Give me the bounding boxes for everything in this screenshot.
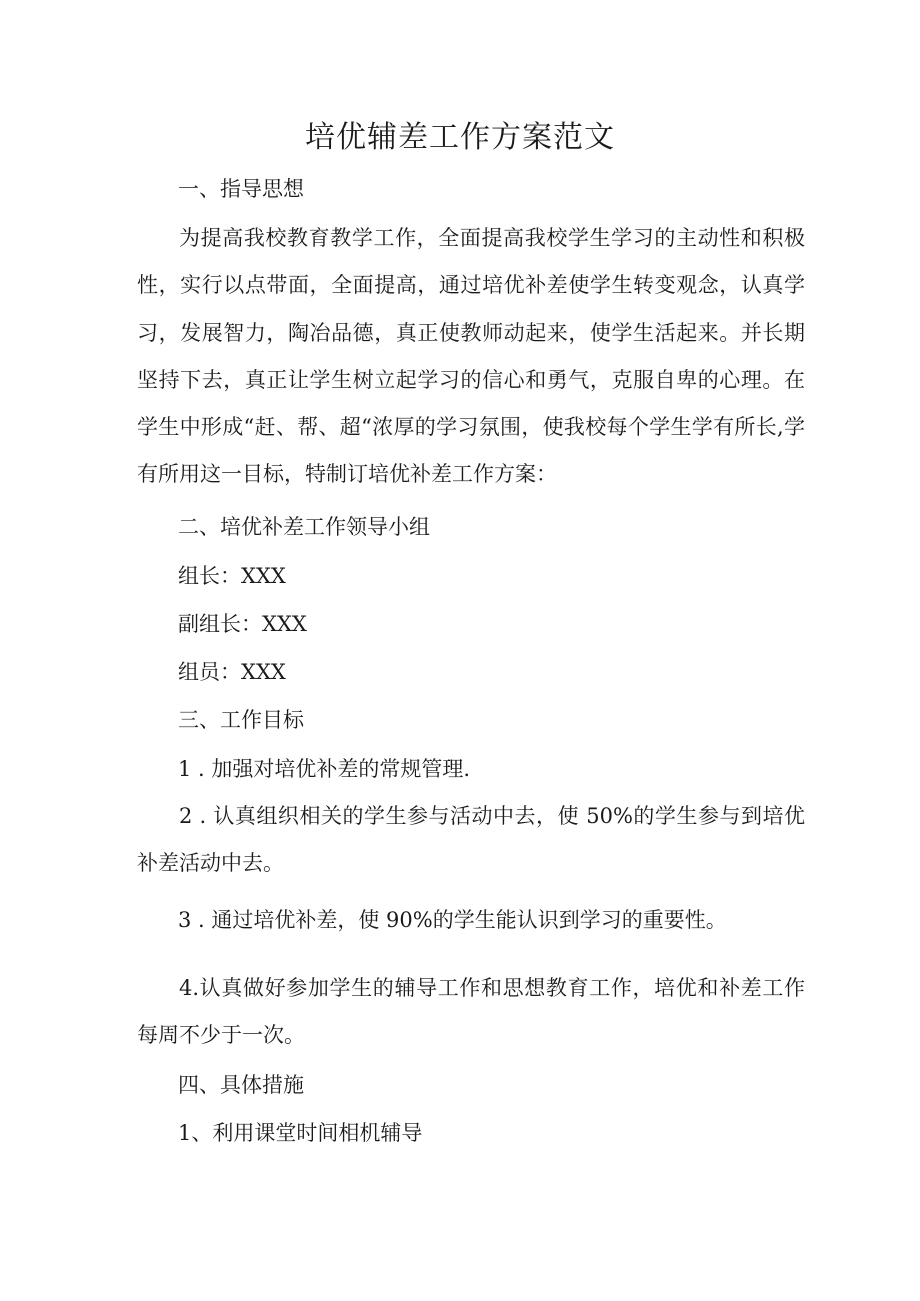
group-vice-leader: 副组长：XXX bbox=[178, 612, 307, 636]
section-heading-work-goals: 三、工作目标 bbox=[178, 708, 304, 732]
goal-item-4: 4.认真做好参加学生的辅导工作和思想教育工作，培优和补差工作每周不少于一次。 bbox=[137, 976, 805, 1048]
group-member: 组员：XXX bbox=[178, 660, 286, 684]
section-heading-measures: 四、具体措施 bbox=[178, 1073, 304, 1097]
goal-item-3: 3 . 通过培优补差，使 90%的学生能认识到学习的重要性。 bbox=[178, 908, 727, 932]
group-leader: 组长：XXX bbox=[178, 564, 286, 588]
goal-item-2: 2 . 认真组织相关的学生参与活动中去，使 50%的学生参与到培优补差活动中去。 bbox=[137, 804, 805, 876]
measure-item-1: 1、利用课堂时间相机辅导 bbox=[178, 1121, 423, 1145]
goal-item-1: 1 . 加强对培优补差的常规管理. bbox=[178, 757, 471, 781]
section-heading-guiding-ideology: 一、指导思想 bbox=[178, 177, 304, 201]
guiding-ideology-paragraph: 为提高我校教育教学工作，全面提高我校学生学习的主动性和积极性，实行以点带面，全面提高，通过培优补差使学生转变观念，认真学习，发展智力，陶冶品德，真正使教师动起来，使学生活起来。并长期坚持下去，真正让学生树立起学习的信心和勇气，克服自卑的心理。在学生中形成“赶、帮、超“浓厚的学习氛围，使我校每个学生学有所长,学有所用这一目标，特制订培优补差工作方案： bbox=[137, 226, 805, 487]
section-heading-leadership-group: 二、培优补差工作领导小组 bbox=[178, 515, 430, 539]
document-title: 培优辅差工作方案范文 bbox=[305, 120, 615, 155]
